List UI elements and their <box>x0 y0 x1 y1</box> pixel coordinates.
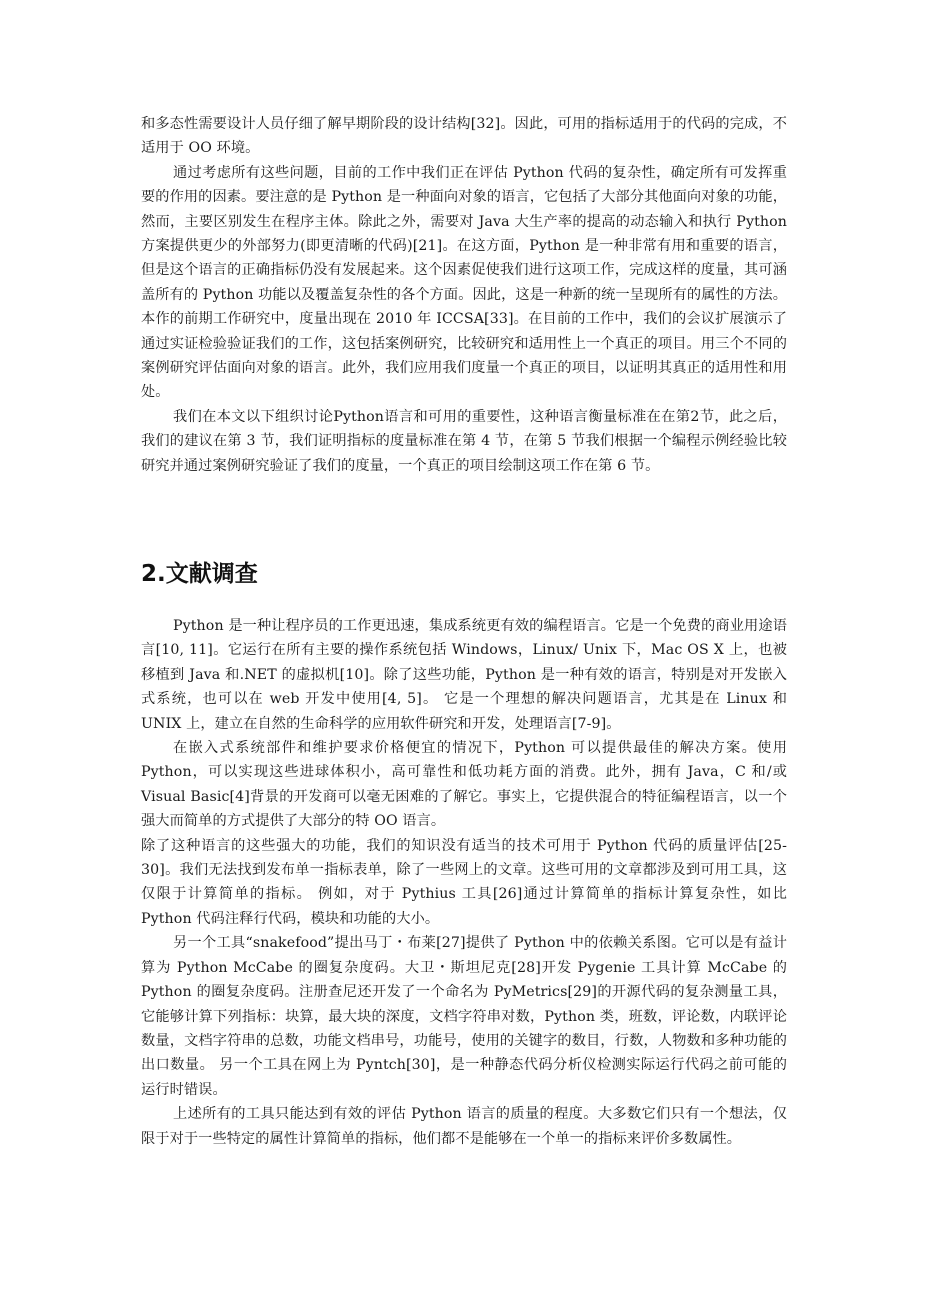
paragraph: Python 是一种让程序员的工作更迅速，集成系统更有效的编程语言。它是一个免费的商业用途语言[10, 11]。它运行在所有主要的操作系统包括 Windows，Linux/ Unix 下，Mac OS X 上，也被移植到 Java 和.NET 的虚拟机[10]。除了这些功能，Python 是一种有效的语言，特别是对开发嵌入式系统，也可以在 web 开发中使用[4, 5]。 它是一个理想的解决问题语言，尤其是在 Linux 和 UNIX 上，建立在自然的生命科学的应用软件研究和开发，处理语言[7-9]。 <box>141 618 787 732</box>
paragraph: 上述所有的工具只能达到有效的评估 Python 语言的质量的程度。大多数它们只有一个想法，仅限于对于一些特定的属性计算简单的指标，他们都不是能够在一个单一的指标来评价多数属性。 <box>141 1106 787 1147</box>
paragraph: 除了这种语言的这些强大的功能，我们的知识没有适当的技术可用于 Python 代码的质量评估[25-30]。我们无法找到发布单一指标表单，除了一些网上的文章。这些可用的文章都涉及到可用工具，这仅限于计算简单的指标。 例如，对于 Pythius 工具[26]通过计算简单的指标计算复杂性，如比 Python 代码注释行代码，模块和功能的大小。 <box>141 837 787 927</box>
section-heading: 2.文献调查 <box>141 561 258 587</box>
paragraph: 另一个工具“snakefood”提出马丁・布莱[27]提供了 Python 中的依赖关系图。它可以是有益计算为 Python McCabe 的圈复杂度码。大卫・斯坦尼克[28]开发 Pygenie 工具计算 McCabe 的 Python 的圈复杂度码。注册查尼还开发了一个命名为 PyMetrics[29]的开源代码的复杂测量工具，它能够计算下列指标：块算，最大块的深度，文档字符串对数，Python 类，班数，评论数，内联评论数量，文档字符串的总数，功能文档串号，功能号，使用的关键字的数目，行数，人物数和多种功能的出口数量。 另一个工具在网上为 Pyntch[30]，是一种静态代码分析仪检测实际运行代码之前可能的运行时错误。 <box>141 935 787 1098</box>
section-heading-wrap <box>141 555 258 588</box>
section1-body <box>141 112 787 478</box>
paragraph: 我们在本文以下组织讨论Python语言和可用的重要性，这种语言衡量标准在在第2节，此之后，我们的建议在第 3 节，我们证明指标的度量标准在第 4 节，在第 5 节我们根据一个编程示例经验比较研究并通过案例研究验证了我们的度量，一个真正的项目绘制这项工作在第 6 节。 <box>141 408 787 474</box>
section2-body <box>141 614 787 1151</box>
paragraph: 在嵌入式系统部件和维护要求价格便宜的情况下，Python 可以提供最佳的解决方案。使用 Python，可以实现这些进球体积小，高可靠性和低功耗方面的消费。此外，拥有 Java，C 和/或 Visual Basic[4]背景的开发商可以毫无困难的了解它。事实上，它提供混合的特征编程语言，以一个强大而简单的方式提供了大部分的特 OO 语言。 <box>141 740 787 830</box>
paragraph: 通过考虑所有这些问题，目前的工作中我们正在评估 Python 代码的复杂性，确定所有可发挥重要的作用的因素。要注意的是 Python 是一种面向对象的语言，它包括了大部分其他面向对象的功能，然而，主要区别发生在程序主体。除此之外，需要对 Java 大生产率的提高的动态输入和执行 Python 方案提供更少的外部努力(即更清晰的代码)[21]。在这方面，Python 是一种非常有用和重要的语言，但是这个语言的正确指标仍没有发展起来。这个因素促使我们进行这项工作，完成这样的度量，其可涵盖所有的 Python 功能以及覆盖复杂性的各个方面。因此，这是一种新的统一呈现所有的属性的方法。本作的前期工作研究中，度量出现在 2010 年 ICCSA[33]。在目前的工作中，我们的会议扩展演示了通过实证检验验证我们的工作，这包括案例研究，比较研究和适用性上一个真正的项目。用三个不同的案例研究评估面向对象的语言。此外，我们应用我们度量一个真正的项目，以证明其真正的适用性和用处。 <box>141 164 787 401</box>
paragraph: 和多态性需要设计人员仔细了解早期阶段的设计结构[32]。因此，可用的指标适用于的代码的完成，不适用于 OO 环境。 <box>141 116 787 157</box>
